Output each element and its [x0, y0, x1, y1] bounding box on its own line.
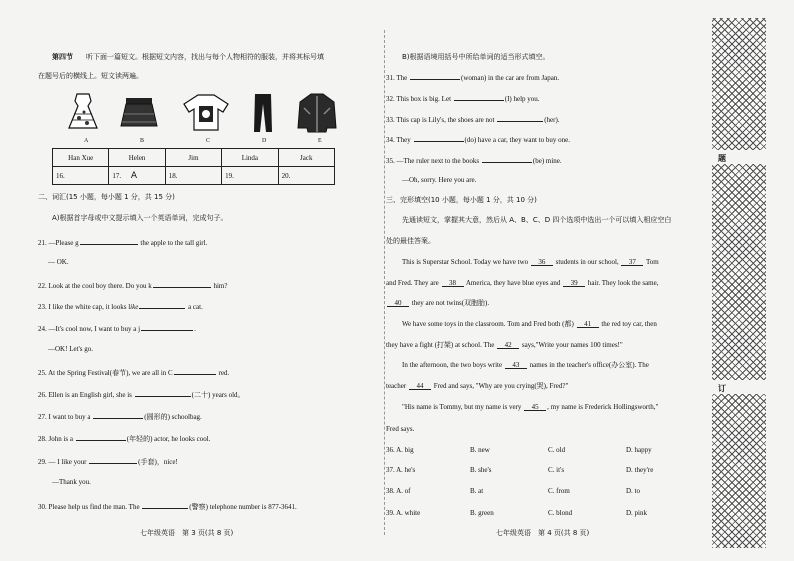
answer-cell-16[interactable]: 16.	[53, 167, 109, 185]
blank-37[interactable]: 37	[621, 259, 643, 266]
option-39-a[interactable]: 39. A. white	[386, 509, 421, 517]
answer-cell-19[interactable]: 19.	[222, 167, 278, 185]
question-30: 30. Please help us find the man. The (警察) telephone number is 877-3641.	[38, 503, 297, 511]
option-39-d[interactable]: D. pink	[626, 509, 647, 517]
question-24-reply: —OK! Let's go.	[48, 345, 94, 353]
option-36-a[interactable]: 36. A. big	[386, 446, 414, 454]
option-39-b[interactable]: B. green	[470, 509, 494, 517]
passage-line-5: they have a fight (打架) at school. The 42 says,"Write your names 100 times!"	[386, 341, 623, 349]
question-25: 25. At the Spring Festival(春节), we are all in C red.	[38, 369, 230, 377]
question-21: 21. —Please g the apple to the tall girl.	[38, 239, 208, 247]
blank-24[interactable]	[141, 324, 193, 331]
section4-instruction-1: 听下面一篇短文。根据短文内容，找出与每个人物相符的服装，并将其标号填	[86, 53, 324, 61]
blank-36[interactable]: 36	[531, 259, 553, 266]
table-name-linda: Linda	[222, 149, 278, 167]
option-38-b[interactable]: B. at	[470, 487, 484, 495]
tshirt-icon	[182, 92, 230, 134]
page-footer-left: 七年级英语 第 3 页(共 8 页)	[140, 529, 234, 537]
question-26: 26. Ellen is an English girl, she is (二十) years old。	[38, 391, 245, 399]
option-37-c[interactable]: C. it's	[548, 466, 565, 474]
part-b-instruction: B)根据语境用括号中所给单词的适当形式填空。	[402, 53, 550, 61]
part2-title: 二、词汇(15 小题，每小题 1 分，共 15 分)	[38, 193, 175, 201]
blank-22[interactable]	[153, 281, 211, 288]
part3-instruction-2: 处的最佳答案。	[386, 237, 435, 245]
section4-instruction-2: 在题号后的横线上。短文读两遍。	[38, 72, 143, 80]
answer-cell-20[interactable]: 20.	[278, 167, 334, 185]
question-35-reply: —Oh, sorry. Here you are.	[402, 176, 477, 184]
option-letter-d: D	[262, 138, 267, 144]
blank-38[interactable]: 38	[442, 280, 464, 287]
option-38-a[interactable]: 38. A. of	[386, 487, 411, 495]
option-39-c[interactable]: C. blond	[548, 509, 573, 517]
section4-title: 第四节	[52, 53, 73, 61]
page-divider	[384, 30, 385, 535]
blank-34[interactable]	[414, 135, 464, 142]
table-name-helen: Helen	[109, 149, 165, 167]
blank-28[interactable]	[76, 434, 126, 441]
blank-31[interactable]	[410, 73, 460, 80]
option-37-b[interactable]: B. she's	[470, 466, 492, 474]
part3-title: 三、完形填空(10 小题，每小题 1 分，共 10 分)	[386, 196, 537, 204]
binding-mark-1: 题	[718, 154, 726, 163]
part3-instruction-1: 先通读短文，掌握其大意，然后从 A、B、C、D 四个选项中选出一个可以填入相应空白	[402, 216, 672, 224]
passage-line-1: This is Superstar School. Today we have two 36 students in our school, 37 Tom	[402, 258, 659, 266]
passage-line-9: Fred says.	[386, 425, 415, 433]
passage-line-6: In the afternoon, the two boys write 43 names in the teacher's office(办公室). The	[402, 361, 649, 369]
table-name-han-xue: Han Xue	[53, 149, 109, 167]
blank-26[interactable]	[135, 390, 191, 397]
option-36-d[interactable]: D. happy	[626, 446, 652, 454]
answer-cell-17[interactable]: 17. A	[109, 167, 165, 185]
passage-line-7: teacher 44 Fred and says, "Why are you crying(哭), Fred?"	[386, 382, 569, 390]
passage-line-4: We have some toys in the classroom. Tom and Fred both (都) 41 the red toy car, then	[402, 320, 657, 328]
question-35: 35. —The ruler next to the books (be) mine.	[386, 157, 562, 165]
option-letter-b: B	[140, 138, 145, 144]
blank-27[interactable]	[93, 412, 143, 419]
answer-cell-18[interactable]: 18.	[165, 167, 221, 185]
binding-mark-2: 订	[718, 384, 726, 393]
handwritten-answer-23: ike	[130, 303, 139, 311]
question-32: 32. This box is big. Let (I) help you.	[386, 95, 540, 103]
blank-44[interactable]: 44	[409, 383, 431, 390]
option-38-c[interactable]: C. from	[548, 487, 570, 495]
passage-line-2: and Fred. They are 38 America, they have blue eyes and 39 hair. They look the same,	[386, 279, 659, 287]
blank-35[interactable]	[482, 156, 532, 163]
blank-39[interactable]: 39	[563, 280, 585, 287]
question-29: 29. — I like your (手套)，nice!	[38, 458, 178, 466]
blank-23[interactable]	[139, 302, 185, 309]
option-letter-a: A	[84, 138, 89, 144]
question-24: 24. —It's cool now, I want to buy a j .	[38, 325, 196, 333]
blank-33[interactable]	[497, 115, 543, 122]
passage-line-3: 40 they are not twins(双胞胎).	[386, 300, 489, 307]
blank-21[interactable]	[80, 238, 138, 245]
question-22: 22. Look at the cool boy there. Do you k him?	[38, 282, 228, 290]
blank-40[interactable]: 40	[387, 300, 409, 307]
pants-icon	[250, 92, 276, 134]
blank-29[interactable]	[89, 457, 137, 464]
option-37-d[interactable]: D. they're	[626, 466, 654, 474]
question-29-reply: —Thank you.	[52, 478, 91, 486]
question-34: 34. They (do) have a car, they want to buy one.	[386, 136, 570, 144]
question-28: 28. John is a (年轻的) actor, he looks cool.	[38, 435, 211, 443]
question-23: 23. I like the white cap, it looks like a cat.	[38, 303, 203, 311]
option-letter-c: C	[206, 138, 211, 144]
option-37-a[interactable]: 37. A. he's	[386, 466, 416, 474]
blank-32[interactable]	[454, 94, 504, 101]
blank-45[interactable]: 45	[524, 404, 546, 411]
page-footer-right: 七年级英语 第 4 页(共 8 页)	[496, 529, 590, 537]
passage-line-8: "His name is Tommy, but my name is very 45 , my name is Frederick Hollingsworth,"	[402, 403, 659, 411]
option-letter-e: E	[318, 138, 322, 144]
binding-margin-pattern	[712, 18, 766, 548]
dress-icon	[64, 92, 102, 134]
blank-42[interactable]: 42	[497, 342, 519, 349]
question-31: 31. The (woman) in the car are from Japan.	[386, 74, 560, 82]
part2a-instruction: A)根据首字母或中文提示填入一个英语单词，完成句子。	[52, 214, 228, 222]
question-33: 33. This cap is Lily's, the shoes are not (her).	[386, 116, 560, 124]
handwritten-answer-17: A	[130, 170, 138, 181]
option-38-d[interactable]: D. to	[626, 487, 640, 495]
table-name-jim: Jim	[165, 149, 221, 167]
answer-table	[52, 148, 335, 185]
question-27: 27. I want to buy a (圆形的) schoolbag.	[38, 413, 202, 421]
blank-25[interactable]	[174, 368, 216, 375]
blank-43[interactable]: 43	[505, 362, 527, 369]
option-36-b[interactable]: B. new	[470, 446, 490, 454]
blank-30[interactable]	[142, 502, 188, 509]
jacket-icon	[296, 92, 338, 134]
blank-41[interactable]: 41	[577, 321, 599, 328]
question-21-reply: — OK.	[48, 258, 69, 266]
option-36-c[interactable]: C. old	[548, 446, 566, 454]
table-name-jack: Jack	[278, 149, 334, 167]
skirt-icon	[118, 92, 160, 134]
